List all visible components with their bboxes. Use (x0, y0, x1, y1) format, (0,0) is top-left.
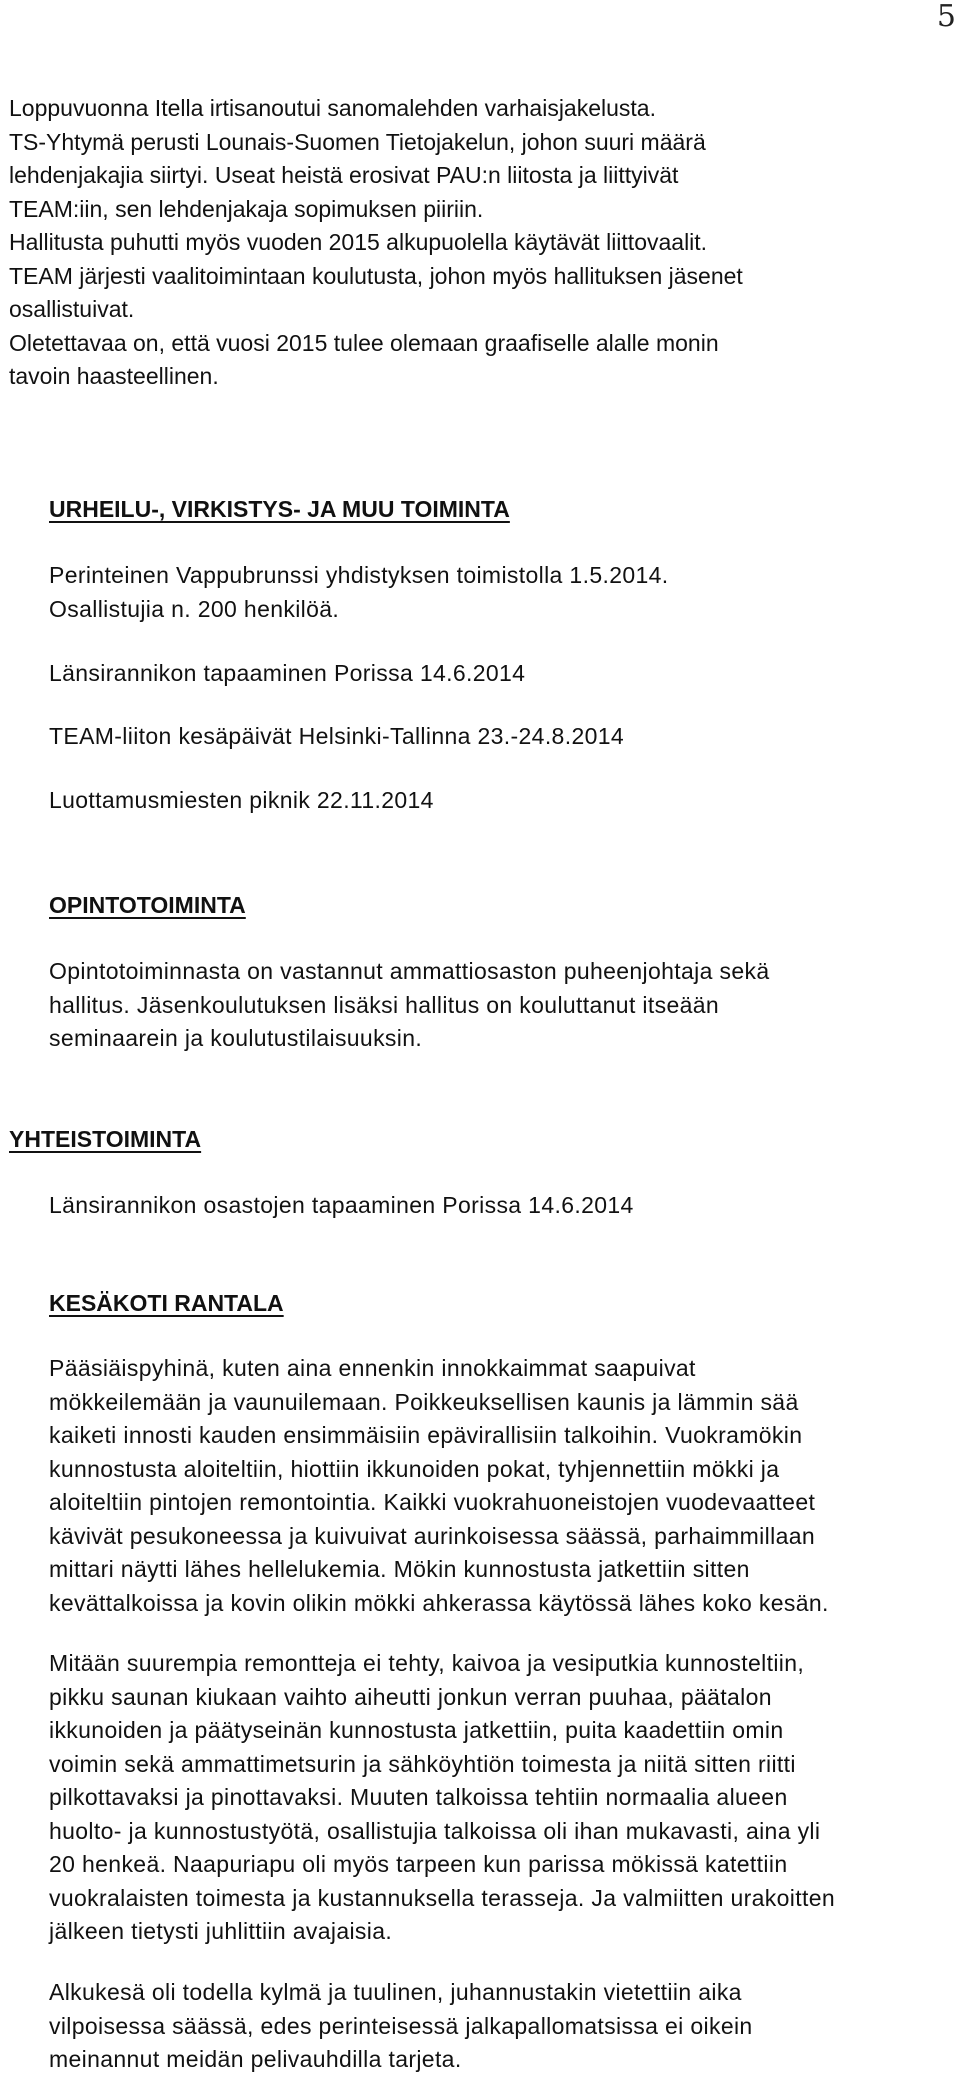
summer-home-line: Mitään suurempia remontteja ei tehty, kaivoa ja vesiputkia kunnosteltiin, (49, 1650, 805, 1676)
sports-item-lansirannikko: Länsirannikon tapaaminen Porissa 14.6.2014 (49, 660, 526, 686)
summer-home-line: ikkunoiden ja päätyseinän kunnostusta jatkettiin, puita kaadettiin omin (49, 1717, 784, 1743)
summer-home-line: pikku saunan kiukaan vaihto aiheutti jonkun verran puuhaa, päätalon (49, 1683, 772, 1710)
intro-line: lehdenjakajia siirtyi. Useat heistä erosivat PAU:n liitosta ja liittyivät (9, 162, 679, 188)
sports-item-kesapaivat: TEAM-liiton kesäpäivät Helsinki-Tallinna 23.-24.8.2014 (49, 723, 625, 749)
sports-item-participants: Osallistujia n. 200 henkilöä. (49, 596, 340, 622)
sports-item-piknik: Luottamusmiesten piknik 22.11.2014 (49, 787, 434, 813)
intro-line: TS-Yhtymä perusti Lounais-Suomen Tietojakelun, johon suuri määrä (9, 128, 706, 155)
summer-home-line: mittari näytti lähes hellelukemia. Mökin kunnostusta jatkettiin sitten (49, 1556, 750, 1582)
study-line: seminaarein ja koulutustilaisuuksin. (49, 1025, 423, 1051)
study-line: hallitus. Jäsenkoulutuksen lisäksi hallitus on kouluttanut itseään (49, 991, 720, 1018)
study-paragraph (49, 955, 929, 1056)
summer-home-section-heading: KESÄKOTI RANTALA (49, 1290, 284, 1316)
summer-home-line: voimin sekä ammattimetsurin ja sähköyhtiön toimesta ja niitä sitten riitti (49, 1750, 796, 1777)
intro-line: TEAM:iin, sen lehdenjakaja sopimuksen piiriin. (9, 195, 484, 222)
study-line: Opintotoiminnasta on vastannut ammattiosaston puheenjohtaja sekä (49, 958, 770, 984)
summer-home-paragraph-3 (49, 1976, 949, 2077)
sports-item-vappubrunssi: Perinteinen Vappubrunssi yhdistyksen toimistolla 1.5.2014. (49, 562, 669, 588)
intro-paragraph (9, 92, 919, 394)
summer-home-line: mökkeilemään ja vaunuilemaan. Poikkeuksellisen kaunis ja lämmin sää (49, 1388, 799, 1415)
summer-home-line: pilkottavaksi ja pinottavaksi. Muuten talkoissa tehtiin normaalia alueen (49, 1784, 788, 1810)
summer-home-line: jälkeen tietysti juhlittiin avajaisia. (49, 1918, 393, 1944)
summer-home-line: kunnostusta aloiteltiin, hiottiin ikkunoiden pokat, tyhjennettiin mökki ja (49, 1455, 780, 1482)
intro-line: Loppuvuonna Itella irtisanoutui sanomalehden varhaisjakelusta. (9, 95, 656, 121)
intro-line: osallistuivat. (9, 296, 135, 322)
summer-home-paragraph-2 (49, 1647, 949, 1949)
cooperation-item-tapaaminen: Länsirannikon osastojen tapaaminen Porissa 14.6.2014 (49, 1192, 634, 1218)
study-section-heading: OPINTOTOIMINTA (49, 892, 246, 918)
summer-home-line: Alkukesä oli todella kylmä ja tuulinen, juhannustakin vietettiin aika (49, 1979, 742, 2005)
summer-home-line: vilpoisessa säässä, edes perinteisessä jalkapallomatsissa ei oikein (49, 2012, 753, 2039)
page-number: 5 (936, 0, 956, 34)
cooperation-section-heading: YHTEISTOIMINTA (9, 1126, 202, 1152)
summer-home-line: Pääsiäispyhinä, kuten aina ennenkin innokkaimmat saapuivat (49, 1355, 696, 1381)
intro-line: TEAM järjesti vaalitoimintaan koulutusta, johon myös hallituksen jäsenet (9, 262, 743, 289)
summer-home-paragraph-1 (49, 1352, 949, 1620)
intro-line: tavoin haasteellinen. (9, 363, 219, 389)
intro-line: Hallitusta puhutti myös vuoden 2015 alkupuolella käytävät liittovaalit. (9, 229, 708, 255)
summer-home-line: huolto- ja kunnostustyötä, osallistujia talkoissa oli ihan mukavasti, aina yli (49, 1817, 821, 1844)
summer-home-line: meinannut meidän pelivauhdilla tarjeta. (49, 2046, 462, 2072)
summer-home-line: kävivät pesukoneessa ja kuivuivat aurinkoisessa säässä, parhaimmillaan (49, 1522, 815, 1549)
intro-line: Oletettavaa on, että vuosi 2015 tulee olemaan graafiselle alalle monin (9, 329, 719, 356)
summer-home-line: 20 henkeä. Naapuriapu oli myös tarpeen kun parissa mökissä katettiin (49, 1851, 788, 1877)
summer-home-line: aloiteltiin pintojen remontointia. Kaikki vuokrahuoneistojen vuodevaatteet (49, 1489, 816, 1515)
summer-home-line: vuokralaisten toimesta ja kustannuksella terasseja. Ja valmiitten urakoitten (49, 1884, 835, 1911)
sports-section-heading: URHEILU-, VIRKISTYS- JA MUU TOIMINTA (49, 496, 510, 522)
summer-home-line: kaiketi innosti kauden ensimmäisiin epävirallisiin talkoihin. Vuokramökin (49, 1422, 803, 1448)
summer-home-line: kevättalkoissa ja kovin olikin mökki ahkerassa käytössä lähes koko kesän. (49, 1589, 829, 1616)
